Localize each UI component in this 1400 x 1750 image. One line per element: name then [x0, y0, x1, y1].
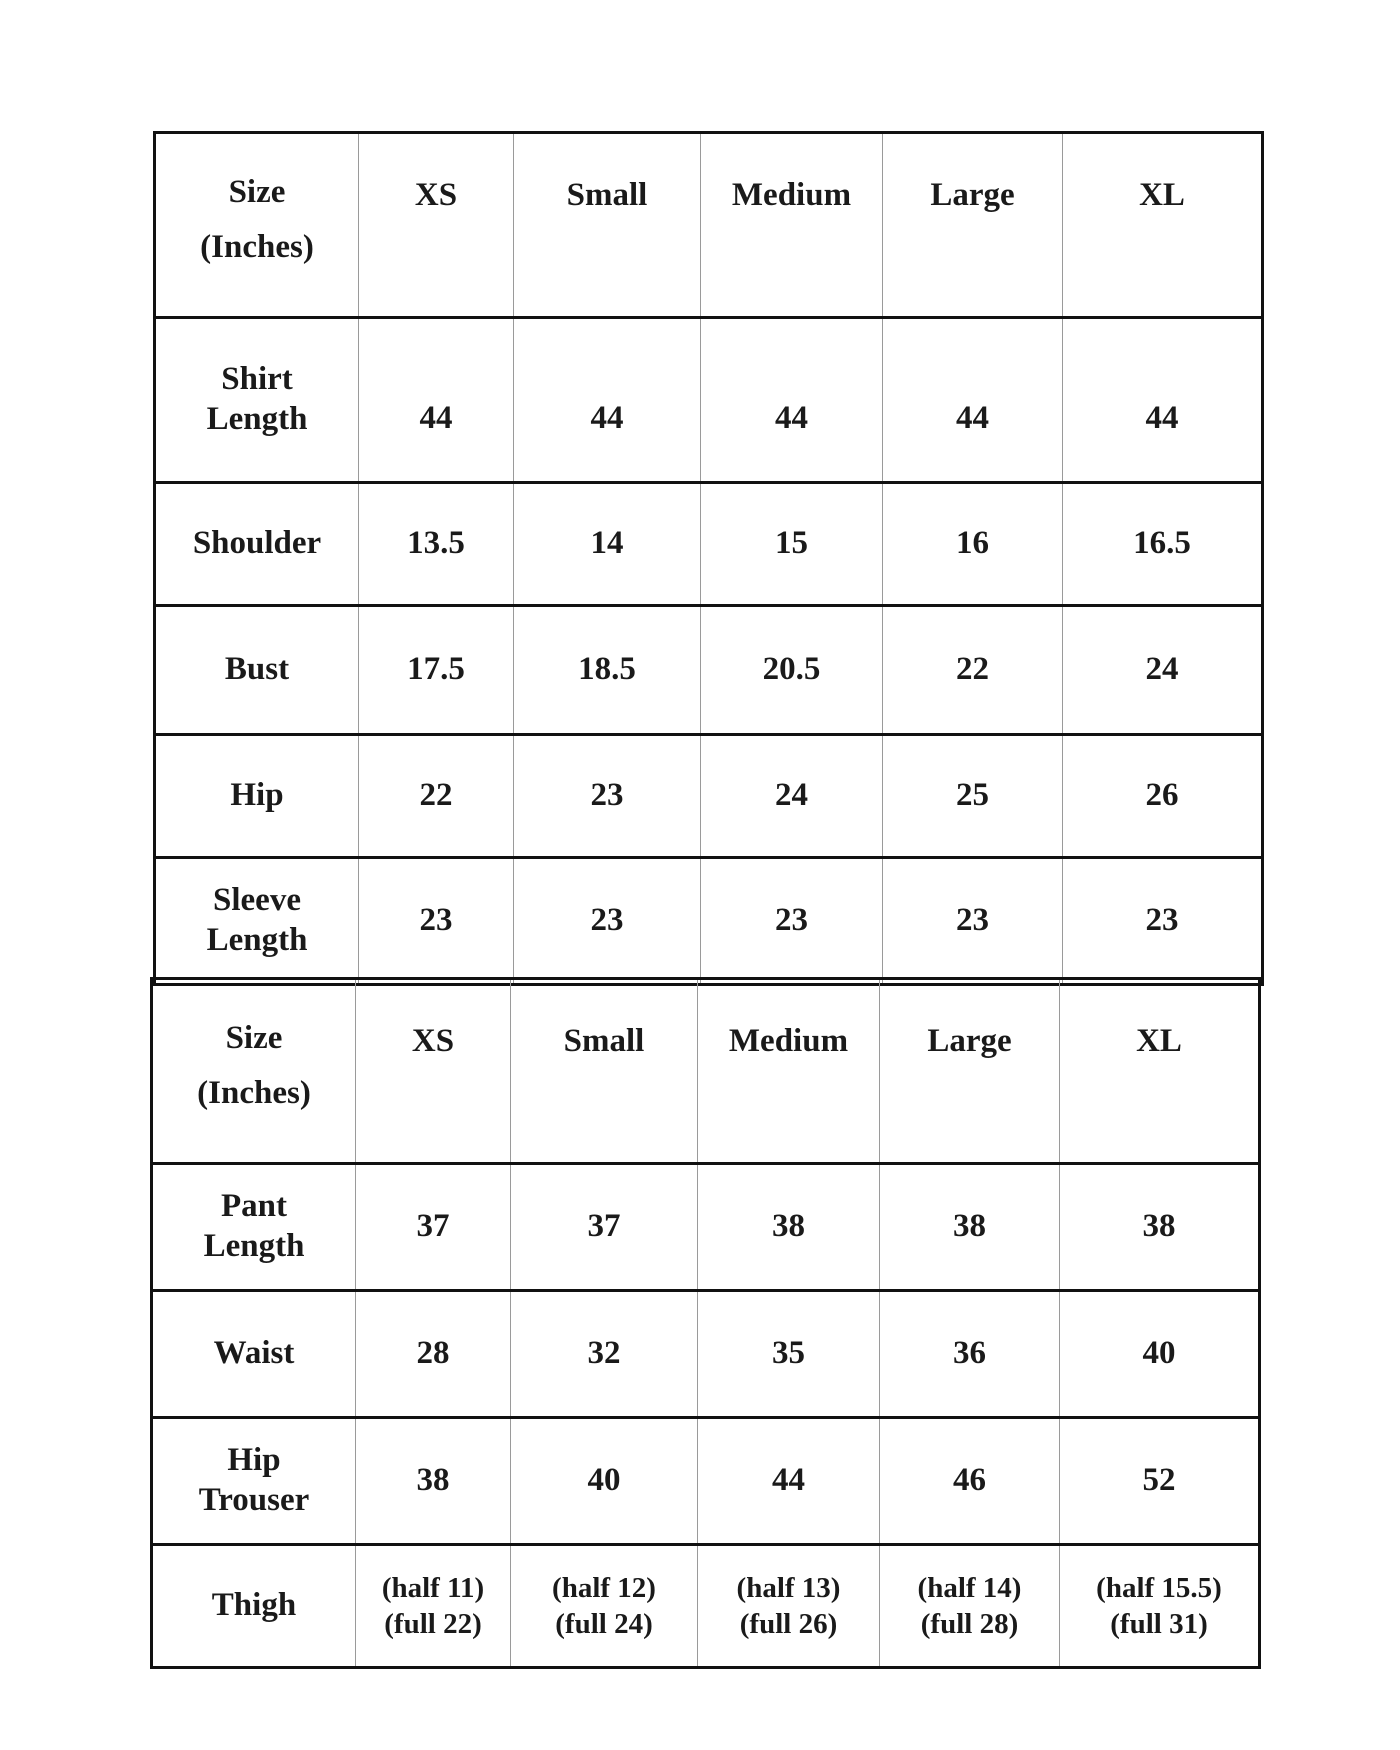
- cell-value: 46: [880, 1418, 1060, 1545]
- cell-value: 23: [883, 858, 1063, 985]
- cell-value: 44: [883, 318, 1063, 483]
- cell-value: 23: [359, 858, 514, 985]
- cell-value: 25: [883, 735, 1063, 858]
- cell-value: 24: [1063, 606, 1263, 735]
- cell-value: 22: [883, 606, 1063, 735]
- size-header-xs: XS: [359, 133, 514, 318]
- size-header-xs: XS: [356, 979, 511, 1164]
- corner-label-inches: (Inches): [200, 229, 314, 265]
- row-label: [152, 1164, 356, 1291]
- size-header-large: Large: [883, 133, 1063, 318]
- cell-value: 13.5: [359, 483, 514, 606]
- row-label-line1: Hip: [227, 1442, 281, 1479]
- thigh-half-value: (half 13): [736, 1571, 841, 1604]
- cell-value: 38: [1060, 1164, 1260, 1291]
- cell-value: 44: [514, 318, 701, 483]
- size-header-medium: Medium: [701, 133, 883, 318]
- cell-value: 20.5: [701, 606, 883, 735]
- size-header-medium: Medium: [698, 979, 880, 1164]
- corner-label-size: Size: [225, 1020, 283, 1056]
- row-label-line1: Sleeve: [213, 882, 301, 919]
- table-row-shoulder: [155, 483, 1263, 606]
- thigh-full-value: (full 31): [1110, 1608, 1208, 1640]
- cell-value: 40: [511, 1418, 698, 1545]
- table-row-hip-trouser: [152, 1418, 1260, 1545]
- table-row-hip: [155, 735, 1263, 858]
- cell-value: 38: [356, 1418, 511, 1545]
- row-label-line1: Pant: [221, 1188, 287, 1225]
- row-label-line2: Length: [206, 401, 308, 437]
- cell-value: 15: [701, 483, 883, 606]
- cell-value: 17.5: [359, 606, 514, 735]
- row-label-line1: Shirt: [221, 361, 293, 398]
- row-label: Shoulder: [155, 483, 359, 606]
- cell-value: 36: [880, 1291, 1060, 1418]
- cell-value: 24: [701, 735, 883, 858]
- cell-value: 23: [1063, 858, 1263, 985]
- cell-value: 14: [514, 483, 701, 606]
- cell-value: 26: [1063, 735, 1263, 858]
- cell-value: 44: [1063, 318, 1263, 483]
- row-label-line2: Length: [206, 922, 308, 958]
- cell-value: 16: [883, 483, 1063, 606]
- cell-value: 23: [514, 858, 701, 985]
- size-header-large: Large: [880, 979, 1060, 1164]
- cell-value: 37: [511, 1164, 698, 1291]
- table-row-thigh: [152, 1545, 1260, 1668]
- row-label: Hip: [155, 735, 359, 858]
- thigh-half-value: (half 11): [381, 1571, 485, 1604]
- size-inches-header: [152, 979, 356, 1164]
- cell-value: 44: [701, 318, 883, 483]
- cell-value: 28: [356, 1291, 511, 1418]
- cell-value: [698, 1545, 880, 1668]
- cell-value: [356, 1545, 511, 1668]
- thigh-half-value: (half 14): [917, 1571, 1022, 1604]
- cell-value: 40: [1060, 1291, 1260, 1418]
- row-label-line2: Length: [203, 1228, 305, 1264]
- cell-value: 23: [514, 735, 701, 858]
- thigh-half-value: (half 12): [552, 1571, 656, 1604]
- size-header-xl: XL: [1063, 133, 1263, 318]
- cell-value: 38: [698, 1164, 880, 1291]
- corner-label-inches: (Inches): [197, 1075, 311, 1111]
- cell-value: 22: [359, 735, 514, 858]
- cell-value: 37: [356, 1164, 511, 1291]
- cell-value: 32: [511, 1291, 698, 1418]
- cell-value: [880, 1545, 1060, 1668]
- size-header-small: Small: [514, 133, 701, 318]
- table-row-sleeve-length: [155, 858, 1263, 985]
- row-label: Thigh: [152, 1545, 356, 1668]
- cell-value: 52: [1060, 1418, 1260, 1545]
- table-header-row: [155, 133, 1263, 318]
- size-header-small: Small: [511, 979, 698, 1164]
- cell-value: [1060, 1545, 1260, 1668]
- cell-value: 38: [880, 1164, 1060, 1291]
- size-header-xl: XL: [1060, 979, 1260, 1164]
- thigh-full-value: (full 26): [739, 1608, 838, 1640]
- corner-label-size: Size: [228, 174, 286, 210]
- thigh-full-value: (full 22): [384, 1608, 482, 1640]
- thigh-half-value: (half 15.5): [1096, 1571, 1222, 1604]
- size-inches-header: [155, 133, 359, 318]
- row-label: [155, 858, 359, 985]
- row-label: Bust: [155, 606, 359, 735]
- cell-value: 44: [359, 318, 514, 483]
- row-label-line2: Trouser: [198, 1482, 310, 1518]
- cell-value: 44: [698, 1418, 880, 1545]
- row-label: [152, 1418, 356, 1545]
- top-size-table: [153, 131, 1264, 986]
- cell-value: [511, 1545, 698, 1668]
- table-header-row: [152, 979, 1260, 1164]
- cell-value: 35: [698, 1291, 880, 1418]
- cell-value: 18.5: [514, 606, 701, 735]
- cell-value: 16.5: [1063, 483, 1263, 606]
- table-row-bust: [155, 606, 1263, 735]
- table-row-waist: [152, 1291, 1260, 1418]
- bottom-size-table: [150, 977, 1261, 1669]
- thigh-full-value: (full 24): [555, 1608, 653, 1640]
- thigh-full-value: (full 28): [920, 1608, 1019, 1640]
- row-label: [155, 318, 359, 483]
- cell-value: 23: [701, 858, 883, 985]
- table-row-shirt-length: [155, 318, 1263, 483]
- table-row-pant-length: [152, 1164, 1260, 1291]
- row-label: Waist: [152, 1291, 356, 1418]
